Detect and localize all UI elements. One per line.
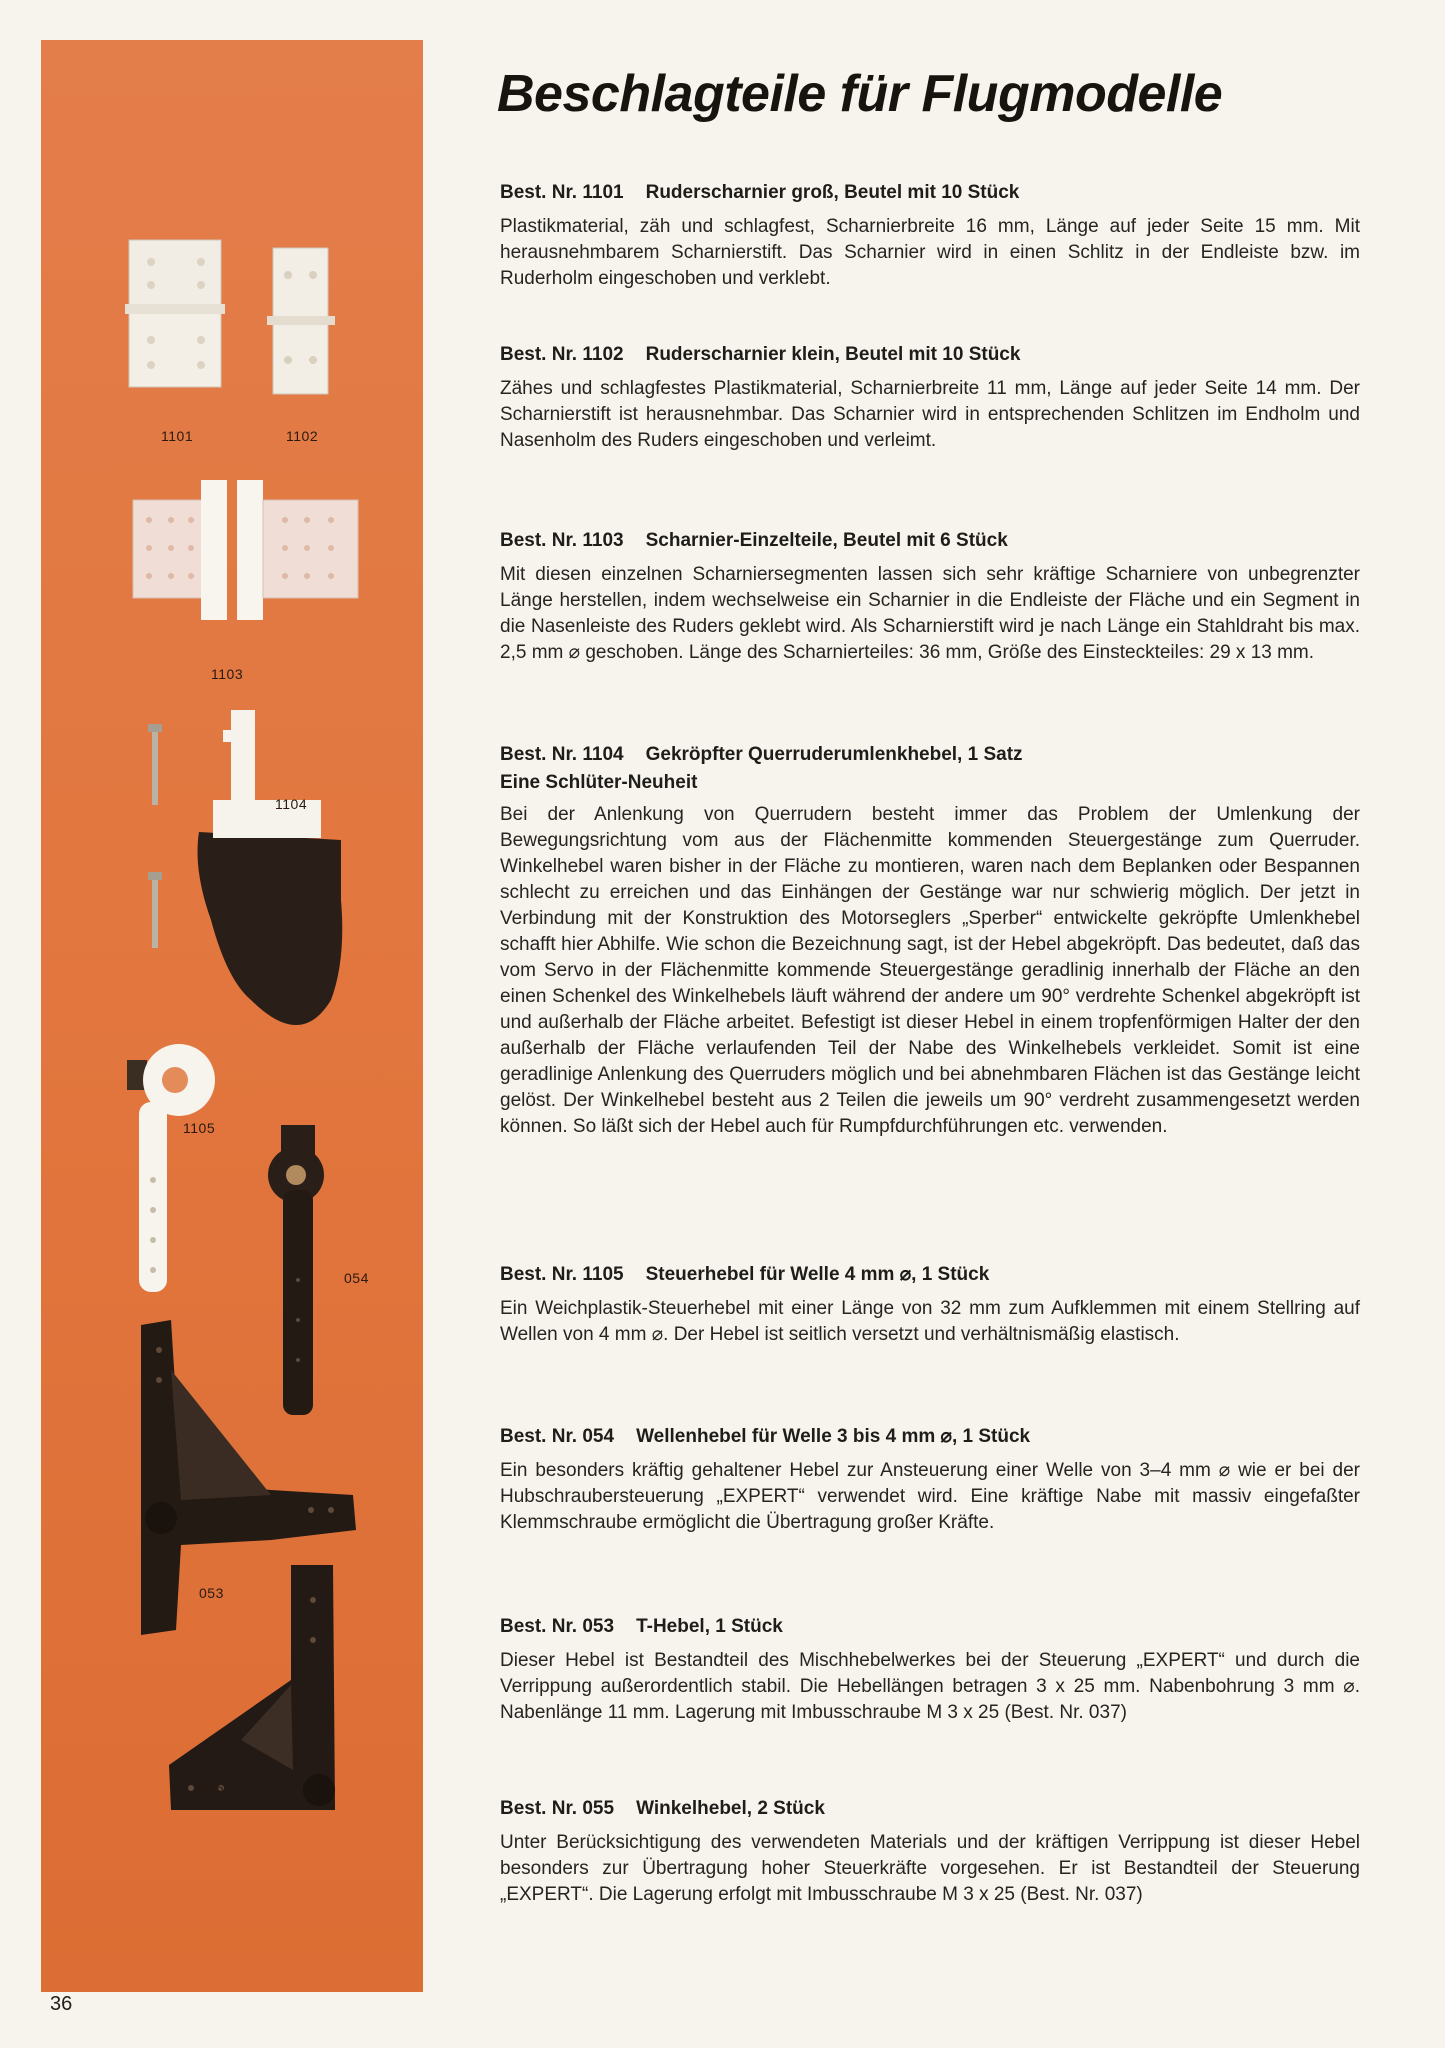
entry-heading xyxy=(500,1614,1360,1640)
entry-1105 xyxy=(500,1262,1360,1348)
product-name: Ruderscharnier groß, Beutel mit 10 Stück xyxy=(645,182,1020,203)
screws-image xyxy=(148,724,162,948)
label-053: 053 xyxy=(199,1585,224,1601)
entry-heading xyxy=(500,1262,1360,1288)
order-number: Best. Nr. 1102 xyxy=(500,344,624,365)
entry-054 xyxy=(500,1424,1360,1536)
entry-heading xyxy=(500,528,1360,554)
entry-1103 xyxy=(500,528,1360,666)
product-description: Mit diesen einzelnen Scharniersegmenten lassen sich sehr kräftige Scharniere von unbegrenzter Länge herstellen, indem wechselweise ein Scharnier in die Endleiste der Fläche und ein Segment in die Nasenleiste des Ruders geklebt wird. Als Scharnierstift wird je nach Länge ein Stahldraht bis max. 2,5 mm ⌀ geschoben. Länge des Scharnierteiles: 36 mm, Größe des Einsteckteiles: 29 x 13 mm. xyxy=(500,564,1360,663)
product-name: Scharnier-Einzelteile, Beutel mit 6 Stück xyxy=(645,530,1008,551)
product-description: Ein besonders kräftig gehaltener Hebel zur Ansteuerung einer Welle von 3–4 mm ⌀ wie er bei der Hubschraubersteuerung „EXPERT“ verwendet wird. Eine kräftige Nabe mit massiv eingefaßter Klemmschraube ermöglicht die Übertragung großer Kräfte. xyxy=(500,1460,1360,1533)
product-name: Winkelhebel, 2 Stück xyxy=(636,1798,825,1819)
product-name: Ruderscharnier klein, Beutel mit 10 Stück xyxy=(645,344,1021,365)
entry-053 xyxy=(500,1614,1360,1726)
product-description: Plastikmaterial, zäh und schlagfest, Scharnierbreite 16 mm, Länge auf jeder Seite 15 mm. Mit herausnehmbarem Scharnierstift. Das Scharnier wird in einen Schlitz in der Endleiste bzw. im Ruderholm eingeschoben und verklebt. xyxy=(500,216,1360,289)
order-number: Best. Nr. 054 xyxy=(500,1426,615,1447)
label-1105: 1105 xyxy=(183,1120,216,1136)
product-name: T-Hebel, 1 Stück xyxy=(636,1616,783,1637)
label-1103: 1103 xyxy=(211,666,244,682)
hinge-1103-image xyxy=(133,480,358,620)
product-subtitle: Eine Schlüter-Neuheit xyxy=(500,772,698,793)
entry-1104 xyxy=(500,742,1360,1140)
product-name: Steuerhebel für Welle 4 mm ⌀, 1 Stück xyxy=(645,1264,990,1285)
product-name: Wellenhebel für Welle 3 bis 4 mm ⌀, 1 Stück xyxy=(636,1426,1031,1447)
label-1104: 1104 xyxy=(275,796,308,812)
entry-heading xyxy=(500,742,1360,768)
label-054: 054 xyxy=(344,1270,369,1286)
hinge-1101-image xyxy=(125,240,225,387)
order-number: Best. Nr. 1104 xyxy=(500,744,624,765)
product-description: Bei der Anlenkung von Querrudern besteht immer das Problem der Umlenkung der Bewegungsrichtung vom aus der Flächenmitte kommenden Steuergestänge zum Querruder. Winkelhebel waren bisher in der Fläche zu montieren, waren nach dem Beplanken oder Bespannen schlecht zu erreichen und das Einhängen der Gestänge war nur schwierig möglich. Der jetzt in Verbindung mit der Konstruktion des Motorseglers „Sperber“ entwickelte gekröpfte Umlenkhebel schafft hier Abhilfe. Wie schon die Bezeichnung sagt, ist der Hebel abgekröpft. Das bedeutet, daß das vom Servo in der Flächenmitte kommende Steuergestänge geradlinig innerhalb der Fläche an den einen Schenkel des Winkelhebels läuft während der andere um 90° verdrehte Schenkel abgekröpft ist und außerhalb der Fläche arbeitet. Befestigt ist dieser Hebel in einem tropfenförmigen Halter der den außerhalb der Fläche verlaufenden Teil der Nabe des Winkelhebels verkleidet. Somit ist eine geradlinige Anlenkung des Querruders möglich und bei abnehmbaren Flächen ist das Gestänge leicht gelöst. Der Winkelhebel besteht aus 2 Teilen die jeweils um 90° verdreht zusammengesetzt werden können. So läßt sich der Hebel auch für Rumpfdurchführungen etc. verwenden. xyxy=(500,804,1360,1137)
hinge-1102-image xyxy=(267,248,335,394)
product-photo-panel xyxy=(41,40,423,1992)
label-055: 055 xyxy=(199,1780,224,1796)
label-1101: 1101 xyxy=(161,428,194,444)
label-1102: 1102 xyxy=(286,428,319,444)
entry-heading xyxy=(500,1424,1360,1450)
lever-1105-image xyxy=(127,1044,215,1292)
page-number: 36 xyxy=(50,1993,73,2015)
entry-1102 xyxy=(500,342,1360,454)
product-description: Unter Berücksichtigung des verwendeten Materials und der kräftigen Verrippung ist dieser Hebel besonders zur Übertragung hoher Steuerkräfte vorgesehen. Er ist Bestandteil der Steuerung „EXPERT“. Die Lagerung erfolgt mit Imbusschraube M 3 x 25 (Best. Nr. 037) xyxy=(500,1832,1360,1905)
entry-055 xyxy=(500,1796,1360,1908)
page-title: Beschlagteile für Flugmodelle xyxy=(497,65,1223,123)
order-number: Best. Nr. 1103 xyxy=(500,530,624,551)
entry-1101 xyxy=(500,180,1360,292)
entry-heading xyxy=(500,342,1360,368)
entry-heading xyxy=(500,1796,1360,1822)
order-number: Best. Nr. 1101 xyxy=(500,182,624,203)
order-number: Best. Nr. 053 xyxy=(500,1616,615,1637)
entry-heading xyxy=(500,180,1360,206)
order-number: Best. Nr. 055 xyxy=(500,1798,615,1819)
product-name: Gekröpfter Querruderumlenkhebel, 1 Satz xyxy=(645,744,1023,765)
product-photo xyxy=(41,40,423,1992)
product-description: Ein Weichplastik-Steuerhebel mit einer Länge von 32 mm zum Aufklemmen mit einem Stellring auf Wellen von 4 mm ⌀. Der Hebel ist seitlich versetzt und verhältnismäßig elastisch. xyxy=(500,1298,1360,1345)
lever-1104-image xyxy=(198,710,343,1025)
lever-054-image xyxy=(268,1125,324,1415)
product-description: Dieser Hebel ist Bestandteil des Mischhebelwerkes bei der Steuerung „EXPERT“ und durch die Verrippung außerordentlich stabil. Die Hebellängen betragen 3 x 25 mm. Nabenbohrung 3 mm ⌀. Nabenlänge 11 mm. Lagerung mit Imbusschraube M 3 x 25 (Best. Nr. 037) xyxy=(500,1650,1360,1723)
product-description: Zähes und schlagfestes Plastikmaterial, Scharnierbreite 11 mm, Länge auf jeder Seite 14 mm. Der Scharnierstift ist herausnehmbar. Das Scharnier wird in entsprechenden Schlitzen im Endholm und Nasenholm des Ruders eingeschoben und verleimt. xyxy=(500,378,1360,451)
lever-055-image xyxy=(169,1565,335,1810)
order-number: Best. Nr. 1105 xyxy=(500,1264,624,1285)
